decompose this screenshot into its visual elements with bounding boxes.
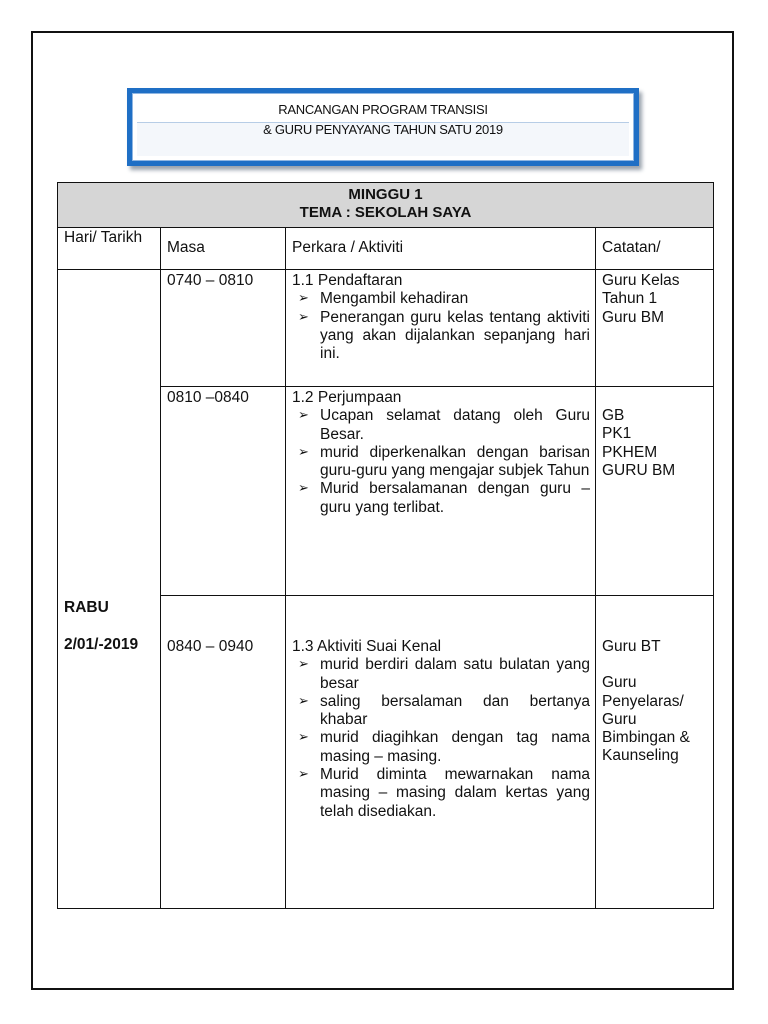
- note-line: Guru Kelas: [602, 272, 680, 289]
- time-cell: [161, 596, 286, 909]
- time-cell: 0740 – 0810: [161, 270, 286, 387]
- activity-cell: [286, 387, 596, 596]
- week-label: MINGGU 1: [348, 186, 423, 203]
- header-day: Hari/ Tarikh: [58, 228, 161, 270]
- note-line: Bimbingan &: [602, 729, 690, 747]
- notes-cell: [596, 387, 714, 596]
- note-line: PK1: [602, 425, 632, 443]
- theme-label: TEMA : SEKOLAH SAYA: [299, 203, 472, 221]
- column-header-row: [58, 228, 714, 270]
- schedule-table: [57, 182, 714, 909]
- week-header-row: [58, 183, 714, 228]
- list-item: ➢ murid diperkenalkan dengan barisan guru-guru yang mengajar subjek Tahun: [320, 444, 590, 481]
- note-line: Tahun 1: [602, 290, 658, 308]
- activity-title: 1.2 Perjumpaan: [292, 389, 402, 406]
- notes-cell: [596, 596, 714, 909]
- table-row: [58, 270, 714, 387]
- note-line: Guru: [602, 710, 637, 728]
- activity-list: [292, 407, 590, 517]
- header-activity: Perkara / Aktiviti: [286, 228, 596, 270]
- list-item: ➢ Murid bersalamanan dengan guru –guru yang terlibat.: [320, 480, 590, 517]
- header-time: Masa: [161, 228, 286, 270]
- note-line: Guru BM: [602, 308, 665, 326]
- title-banner-inner: [132, 93, 634, 161]
- activity-cell: [286, 596, 596, 909]
- note-line: [602, 656, 708, 674]
- header-notes: Catatan/: [596, 228, 714, 270]
- note-line: PKHEM: [602, 443, 658, 461]
- notes-cell: [596, 270, 714, 387]
- list-item: ➢ Penerangan guru kelas tentang aktiviti yang akan dijalankan sepanjang hari ini.: [320, 309, 590, 364]
- list-item: ➢ murid berdiri dalam satu bulatan yang besar: [320, 656, 590, 693]
- activity-title: 1.1 Pendaftaran: [292, 272, 403, 289]
- date-label: 2/01/-2019: [64, 635, 139, 653]
- list-item: ➢ Ucapan selamat datang oleh Guru Besar.: [320, 407, 590, 444]
- activity-title: 1.3 Aktiviti Suai Kenal: [292, 638, 442, 655]
- time-label: 0840 – 0940: [167, 638, 254, 655]
- week-header: [58, 183, 714, 228]
- note-line: Guru: [602, 674, 637, 692]
- note-line: Guru BT: [602, 638, 661, 655]
- title-banner: [127, 88, 639, 166]
- time-cell: 0810 –0840: [161, 387, 286, 596]
- activity-cell: [286, 270, 596, 387]
- note-line: GB: [602, 407, 625, 424]
- day-cell: [58, 270, 161, 909]
- list-item: ➢ murid diagihkan dengan tag nama masing – masing.: [320, 729, 590, 766]
- title-line-2: & GURU PENYAYANG TAHUN SATU 2019: [263, 122, 503, 137]
- title-line-1: RANCANGAN PROGRAM TRANSISI: [278, 102, 488, 117]
- note-line: Penyelaras/: [602, 692, 684, 710]
- list-item: ➢ saling bersalaman dan bertanya khabar: [320, 693, 590, 730]
- day-name: RABU: [64, 599, 109, 617]
- activity-list: [292, 290, 590, 363]
- note-line: GURU BM: [602, 461, 676, 479]
- list-item: ➢ Mengambil kehadiran: [320, 290, 590, 308]
- list-item: ➢ Murid diminta mewarnakan nama masing – masing dalam kertas yang telah disediakan.: [320, 766, 590, 821]
- activity-list: [292, 656, 590, 821]
- note-line: Kaunseling: [602, 747, 679, 765]
